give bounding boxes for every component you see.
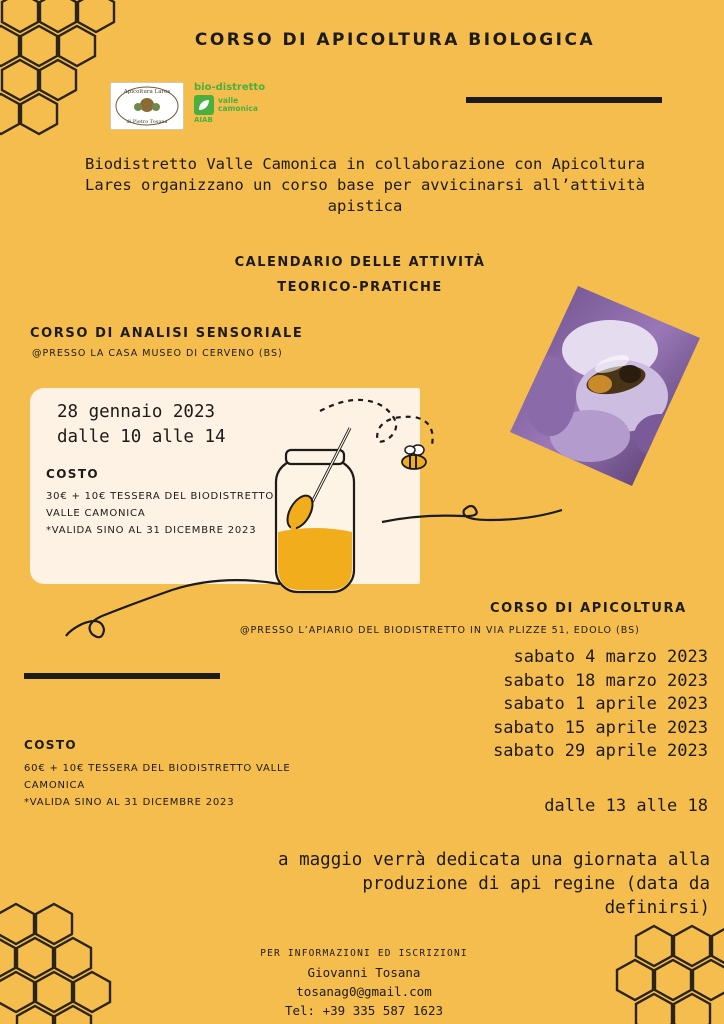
contact-info — [224, 944, 504, 1020]
beekeeping-course-hours: dalle 13 alle 18 — [544, 796, 708, 816]
biodistretto-logo-line2: valle — [218, 96, 239, 105]
sensory-course-when — [57, 400, 226, 450]
calendar-heading — [180, 250, 540, 300]
apicoltura-lares-logo — [110, 82, 184, 130]
queen-bee-day-note: a maggio verrà dedicata una giornata alla produzione di api regine (data da definirsi) — [278, 850, 710, 918]
beekeeping-date: sabato 4 marzo 2023 — [513, 647, 708, 667]
beekeeping-cost-note: *VALIDA SINO AL 31 DICEMBRE 2023 — [24, 797, 235, 808]
beekeeping-date: sabato 15 aprile 2023 — [493, 717, 708, 738]
sensory-course-location: @PRESSO LA CASA MUSEO DI CERVENO (BS) — [32, 348, 283, 359]
beekeeping-cost-label: COSTO — [24, 738, 78, 752]
biodistretto-logo-line3: camonica — [218, 104, 258, 113]
wavy-line-right — [380, 500, 564, 530]
contact-label: PER INFORMAZIONI ED ISCRIZIONI — [260, 948, 468, 959]
calendar-heading-line2: TEORICO-PRATICHE — [277, 280, 443, 295]
contact-phone[interactable]: Tel: +39 335 587 1623 — [284, 1003, 444, 1018]
lares-logo-line1: Apicoltura Lares — [123, 89, 171, 95]
divider-line-left — [24, 673, 220, 679]
calendar-heading-line1: CALENDARIO DELLE ATTIVITÀ — [234, 255, 486, 270]
contact-email[interactable]: tosanag0@gmail.com — [296, 984, 432, 999]
sensory-course-hours: dalle 10 alle 14 — [57, 427, 226, 447]
sensory-course-heading: CORSO DI ANALISI SENSORIALE — [30, 326, 304, 341]
honeycomb-decoration-bottom-right — [624, 920, 724, 1024]
beekeeping-course-dates — [420, 646, 708, 764]
biodistretto-logo — [194, 82, 266, 128]
intro-text: Biodistretto Valle Camonica in collaborazione con Apicoltura Lares organizzano un corso base per avvicinarsi all’attività apistica — [85, 155, 645, 215]
beekeeping-date: sabato 29 aprile 2023 — [493, 741, 708, 761]
beekeeping-cost-details — [24, 760, 344, 811]
beekeeping-course-heading: CORSO DI APICOLTURA — [490, 601, 687, 616]
sensory-cost-text: 30€ + 10€ TESSERA DEL BIODISTRETTO VALLE CAMONICA — [46, 491, 275, 519]
lares-logo-line2: di Pietro Tosana — [126, 119, 168, 125]
beekeeping-date: sabato 1 aprile 2023 — [503, 694, 708, 714]
bee-on-wisteria-photo — [510, 286, 700, 486]
beekeeping-date: sabato 18 marzo 2023 — [503, 670, 708, 691]
sensory-cost-details — [46, 488, 276, 539]
leaf-icon — [194, 95, 214, 115]
sensory-cost-note: *VALIDA SINO AL 31 DICEMBRE 2023 — [46, 525, 257, 536]
biodistretto-logo-line1: bio-distretto — [194, 82, 266, 93]
title-underline — [466, 97, 662, 103]
beekeeping-cost-text: 60€ + 10€ TESSERA DEL BIODISTRETTO VALLE CAMONICA — [24, 763, 291, 791]
page-title: CORSO DI APICOLTURA BIOLOGICA — [194, 30, 596, 50]
bee-icon — [396, 442, 436, 474]
contact-name: Giovanni Tosana — [307, 965, 421, 980]
sensory-cost-label: COSTO — [46, 467, 100, 481]
sensory-course-date: 28 gennaio 2023 — [57, 402, 216, 422]
honeycomb-decoration-bottom-left — [0, 900, 120, 1024]
honeycomb-decoration-top-left — [0, 0, 110, 140]
beekeeping-course-location: @PRESSO L’APIARIO DEL BIODISTRETTO IN VIA PLIZZE 51, EDOLO (BS) — [240, 625, 640, 636]
aiab-badge: AIAB — [194, 116, 213, 124]
